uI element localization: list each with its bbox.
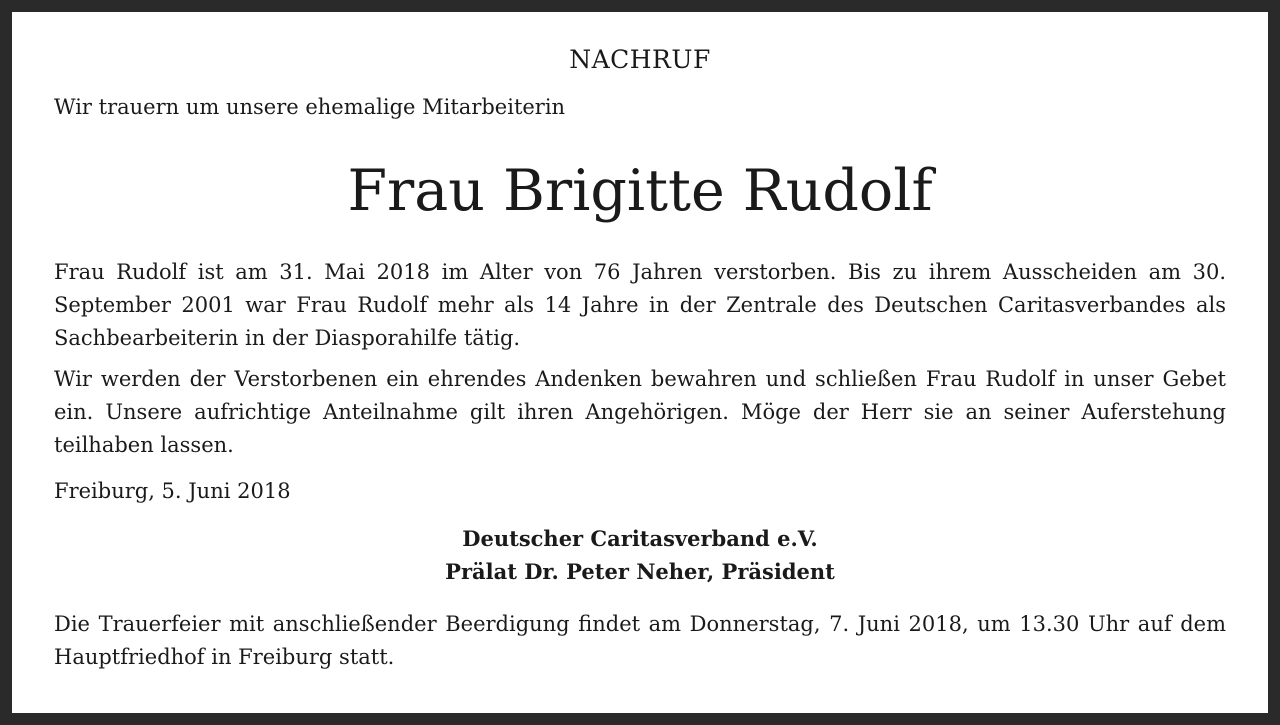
- funeral-information: Die Trauerfeier mit anschließender Beerdigung findet am Donnerstag, 7. Juni 2018, um 13.30 Uhr auf dem Hauptfriedhof in Freiburg statt.: [54, 612, 1226, 669]
- deceased-name: Frau Brigitte Rudolf: [347, 158, 933, 224]
- signature-person: Prälat Dr. Peter Neher, Präsident: [445, 559, 835, 584]
- obituary-paragraph-2: Wir werden der Verstorbenen ein ehrendes Andenken bewahren und schließen Frau Rudolf in unser Gebet ein. Unsere aufrichtige Anteilnahme gilt ihren Angehörigen. Möge der Herr sie an seiner Auferstehung teilhaben lassen.: [54, 367, 1226, 457]
- notice-heading: NACHRUF: [569, 45, 711, 74]
- obituary-paragraph-1: Frau Rudolf ist am 31. Mai 2018 im Alter von 76 Jahren verstorben. Bis zu ihrem Ausscheiden am 30. September 2001 war Frau Rudolf mehr als 14 Jahre in der Zentrale des Deutschen Caritasverbandes als Sachbearbeiterin in der Diasporahilfe tätig.: [54, 260, 1226, 350]
- intro-line: Wir trauern um unsere ehemalige Mitarbeiterin: [54, 95, 566, 119]
- signature-organization: Deutscher Caritasverband e.V.: [462, 526, 818, 551]
- obituary-notice: [12, 12, 1268, 713]
- dateline: Freiburg, 5. Juni 2018: [54, 479, 291, 503]
